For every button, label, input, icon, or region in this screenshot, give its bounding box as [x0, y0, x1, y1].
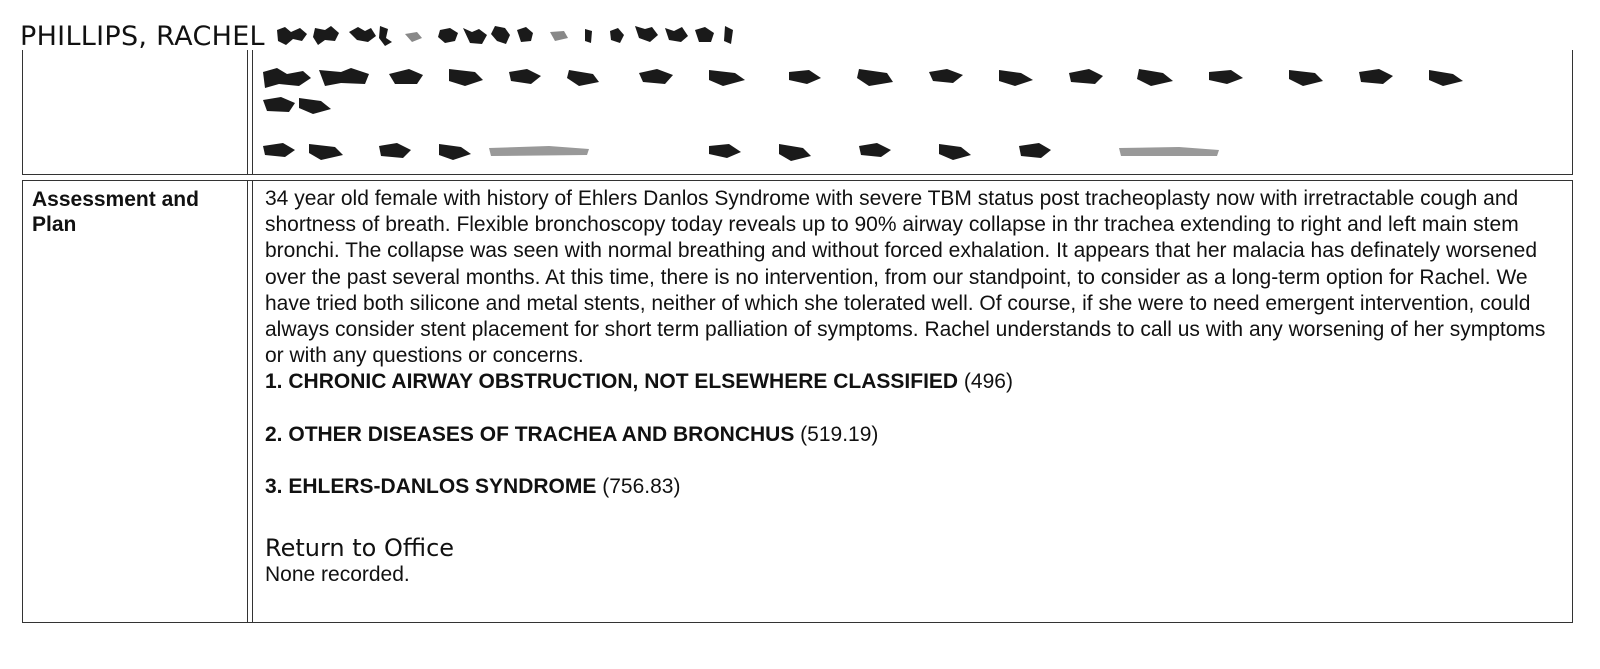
assessment-and-plan-section — [22, 180, 1573, 623]
diagnosis-code: (519.19) — [800, 422, 879, 446]
label-column-divider-inner — [252, 50, 253, 174]
diagnosis-name: CHRONIC AIRWAY OBSTRUCTION, NOT ELSEWHERE CLASSIFIED — [288, 370, 959, 394]
diagnosis-item — [265, 422, 1560, 475]
diagnosis-number: 3. — [265, 475, 283, 499]
return-to-office-heading: Return to Office — [265, 533, 455, 562]
section-content — [265, 186, 1560, 587]
diagnosis-code: (496) — [963, 370, 1013, 394]
diagnosis-item — [265, 474, 1560, 527]
label-column-divider — [247, 181, 248, 622]
patient-name: PHILLIPS, RACHEL — [20, 20, 265, 52]
diagnosis-item — [265, 369, 1560, 422]
label-column-divider-inner — [252, 181, 253, 622]
section-label: Assessment and Plan — [32, 188, 199, 236]
diagnosis-name: OTHER DISEASES OF TRACHEA AND BRONCHUS — [288, 422, 795, 446]
previous-section-continuation — [22, 50, 1573, 175]
assessment-narrative: 34 year old female with history of Ehlers Danlos Syndrome with severe TBM status post tracheoplasty now with irretractable cough and shortness of breath. Flexible bronchoscopy today reveals up to 90% airway collapse in thr trachea extending to right and left main stem bronchi. The collapse was seen with normal breathing and without forced exhalation. It appears that her malacia has definately worsened over the past several months. At this time, there is no intervention, from our standpoint, to consider as a long-term option for Rachel. We have tried both silicone and metal stents, neither of which she tolerated well. Of course, if she were to need emergent intervention, could always consider stent placement for short term palliation of symptoms. Rachel understands to call us with any worsening of her symptoms or with any questions or concerns. — [265, 187, 1546, 368]
label-column-divider — [247, 50, 248, 174]
diagnosis-name: EHLERS-DANLOS SYNDROME — [288, 475, 597, 499]
diagnosis-number: 2. — [265, 422, 283, 446]
return-to-office-value: None recorded. — [265, 562, 410, 586]
redacted-section-text — [259, 58, 1559, 173]
diagnosis-number: 1. — [265, 370, 283, 394]
diagnosis-code: (756.83) — [602, 475, 681, 499]
